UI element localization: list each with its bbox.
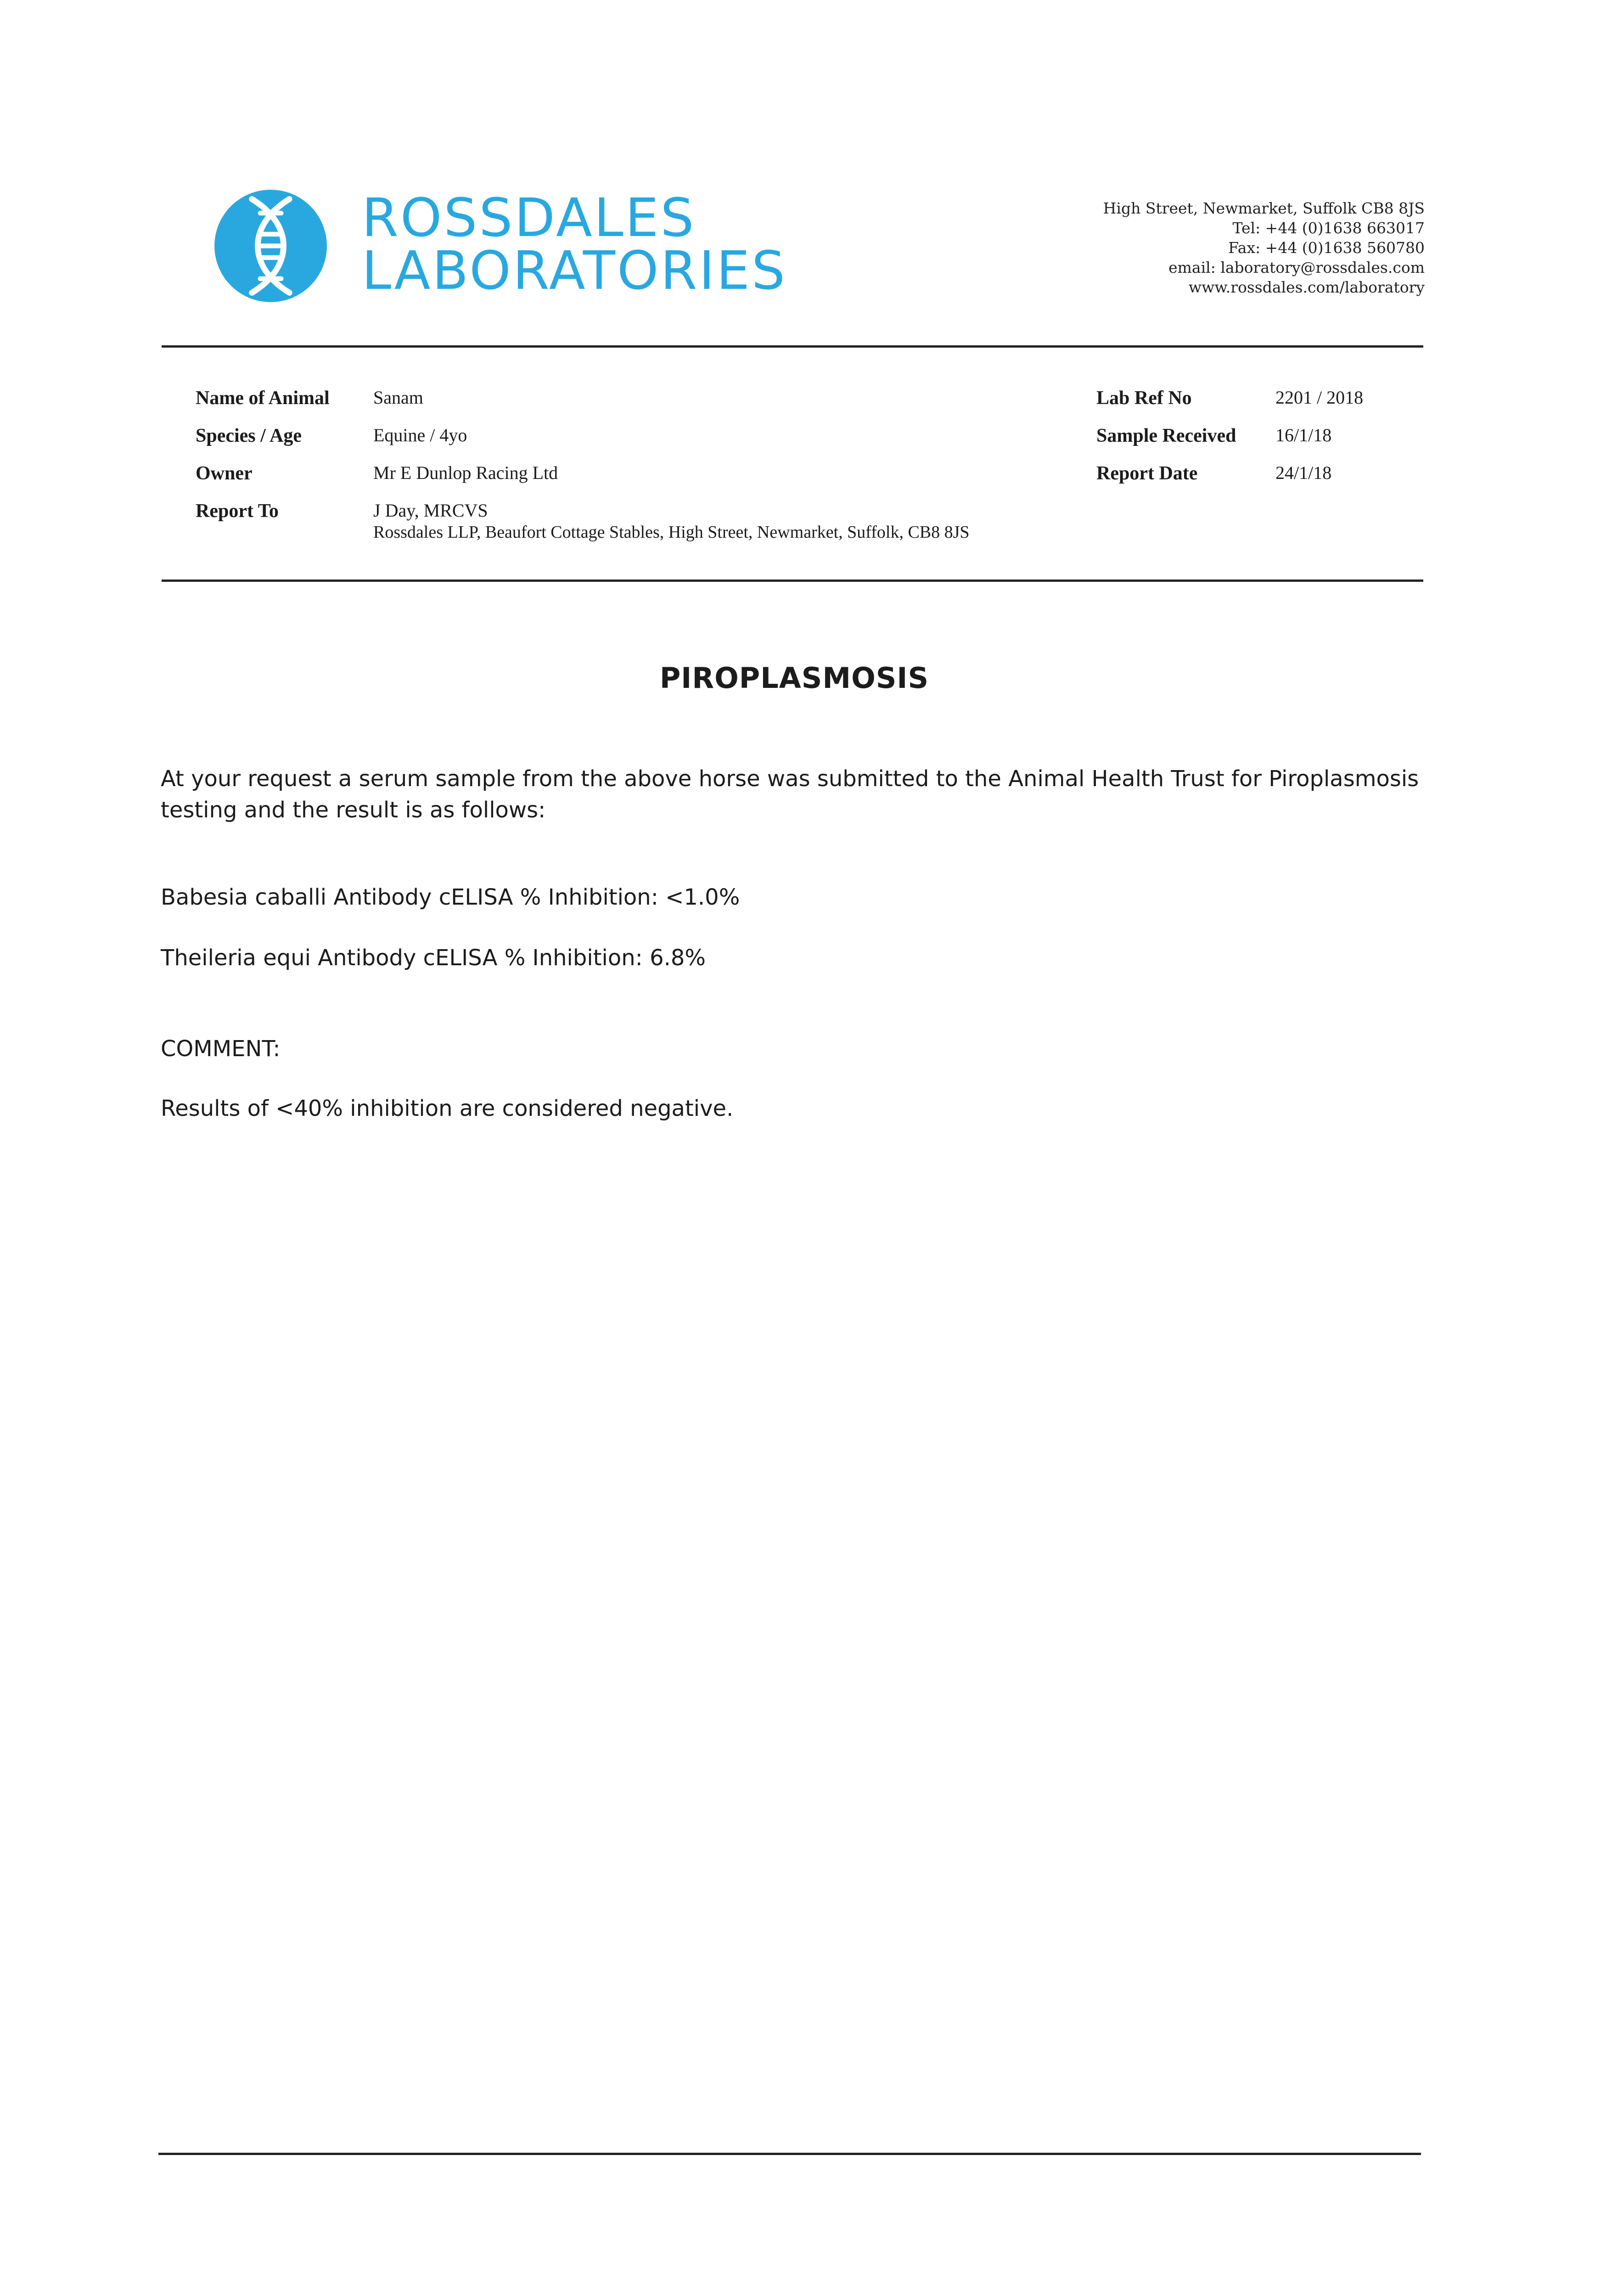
lab-address-block <box>1103 198 1425 297</box>
value-owner: Mr E Dunlop Racing Ltd <box>373 462 558 483</box>
address-email: email: laboratory@rossdales.com <box>1168 259 1425 276</box>
details-divider <box>162 580 1423 582</box>
intro-line-1: At your request a serum sample from the above horse was submitted to the Animal Health Trust for Piroplasmosis <box>161 766 1419 792</box>
label-sample-received: Sample Received <box>1096 425 1236 446</box>
footer-divider <box>158 2153 1421 2155</box>
label-species-age: Species / Age <box>196 425 302 446</box>
label-owner: Owner <box>196 463 253 484</box>
brand-name-line1: ROSSDALES <box>362 187 696 249</box>
result-theileria-equi: Theileria equi Antibody cELISA % Inhibition: 6.8% <box>161 945 706 971</box>
address-street: High Street, Newmarket, Suffolk CB8 8JS <box>1103 199 1425 217</box>
label-lab-ref-no: Lab Ref No <box>1096 388 1192 409</box>
brand-name-line2: LABORATORIES <box>362 240 787 302</box>
value-lab-ref-no: 2201 / 2018 <box>1275 387 1364 408</box>
address-fax: Fax: +44 (0)1638 560780 <box>1228 239 1425 257</box>
header-divider <box>162 345 1423 348</box>
report-title: PIROPLASMOSIS <box>659 661 929 695</box>
address-tel: Tel: +44 (0)1638 663017 <box>1232 219 1425 237</box>
value-report-to: J Day, MRCVS <box>373 500 488 521</box>
value-species-age: Equine / 4yo <box>373 425 467 445</box>
value-sample-received: 16/1/18 <box>1275 425 1332 445</box>
address-website: www.rossdales.com/laboratory <box>1188 278 1425 296</box>
label-name-of-animal: Name of Animal <box>196 388 330 409</box>
value-name-of-animal: Sanam <box>373 387 423 408</box>
intro-line-2: testing and the result is as follows: <box>161 797 546 823</box>
label-report-date: Report Date <box>1096 463 1198 484</box>
label-report-to: Report To <box>196 501 279 522</box>
comment-text: Results of <40% inhibition are considered negative. <box>161 1096 734 1121</box>
value-report-to-address: Rossdales LLP, Beaufort Cottage Stables, High Street, Newmarket, Suffolk, CB8 8JS <box>373 523 970 542</box>
comment-heading: COMMENT: <box>161 1036 281 1062</box>
dna-logo-icon <box>212 187 329 304</box>
result-babesia-caballi: Babesia caballi Antibody cELISA % Inhibition: <1.0% <box>161 884 740 910</box>
value-report-date: 24/1/18 <box>1275 462 1332 483</box>
